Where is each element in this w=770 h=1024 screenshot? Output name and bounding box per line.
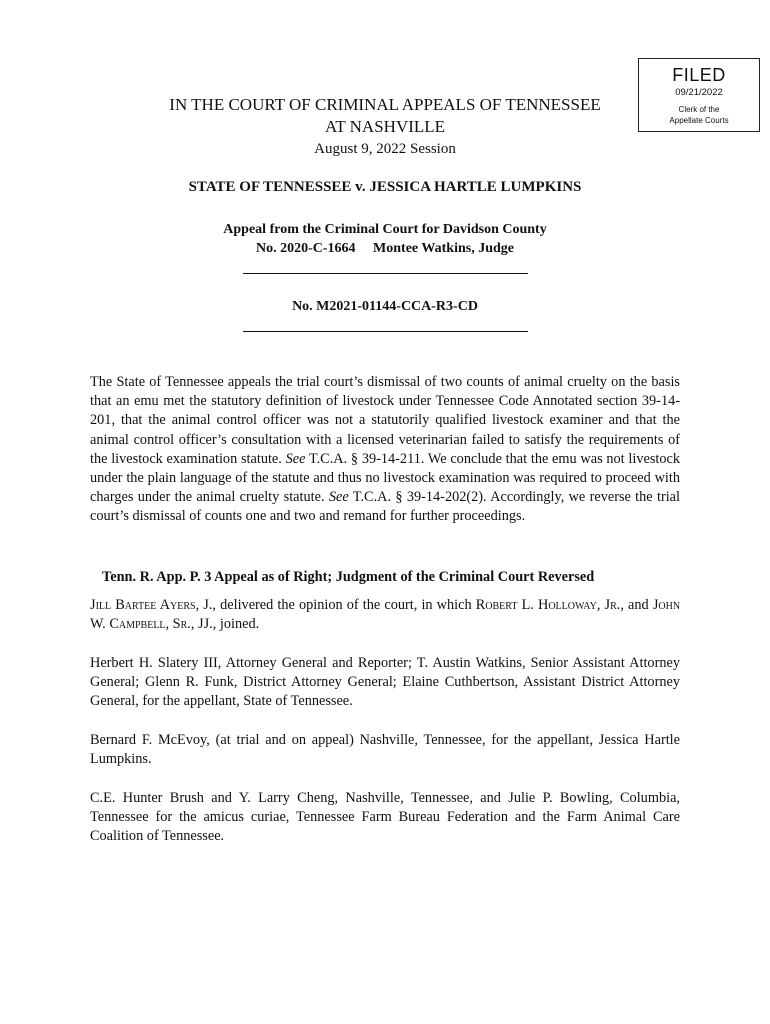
session-date: August 9, 2022 Session	[314, 141, 456, 157]
divider-bottom	[243, 331, 528, 332]
court-name: IN THE COURT OF CRIMINAL APPEALS OF TENNESSEE	[169, 95, 601, 114]
trial-number-judge: No. 2020-C-1664 Montee Watkins, Judge	[256, 241, 514, 256]
appeal-from: Appeal from the Criminal Court for Davidson County	[223, 222, 547, 237]
clerk-line-1: Clerk of the	[678, 105, 720, 114]
judge-campbell: John W. Campbell, Sr.	[90, 597, 681, 633]
court-location: AT NASHVILLE	[324, 117, 446, 136]
judge-holloway: Robert L. Holloway, Jr.	[475, 597, 621, 613]
counsel-state: Herbert H. Slatery III, Attorney General and Reporter; T. Austin Watkins, Senior Assistant Attorney General; Glenn R. Funk, District Attorney General; Elaine Cuthbertson, Assistant District Attorney General, for the appellant, State of Tennessee.	[90, 655, 680, 710]
holding-line: Tenn. R. App. P. 3 Appeal as of Right; Judgment of the Criminal Court Reversed	[102, 569, 595, 585]
summary-part-3: T.C.A. § 39-14-202(2). Accordingly, we reverse the trial court’s dismissal of counts one and two and remand for further proceedings.	[90, 489, 680, 525]
case-summary	[90, 373, 680, 527]
clerk-line-2: Appellate Courts	[669, 116, 729, 125]
counsel-amicus: C.E. Hunter Brush and Y. Larry Cheng, Nashville, Tennessee, and Julie P. Bowling, Columbia, Tennessee for the amicus curiae, Tennessee Farm Bureau Federation and the Farm Animal Care Coalition of Tennessee.	[90, 790, 680, 845]
summary-part-2: T.C.A. § 39-14-211. We conclude that the emu was not livestock under the plain language of the statute and thus no livestock examination was required to proceed with charges under the animal cruelty statute.	[90, 450, 680, 506]
opinion-authorship	[90, 596, 680, 634]
counsel-appellant: Bernard F. McEvoy, (at trial and on appeal) Nashville, Tennessee, for the appellant, Jessica Hartle Lumpkins.	[90, 732, 680, 768]
case-caption: STATE OF TENNESSEE v. JESSICA HARTLE LUMPKINS	[188, 179, 582, 195]
summary-part-1: The State of Tennessee appeals the trial court’s dismissal of two counts of animal cruelty on the basis that an emu met the statutory definition of livestock under Tennessee Code Annotated section 39-14-201, that the animal control officer was not a statutorily qualified livestock examiner and that the animal control officer’s consultation with a licensed veterinarian failed to satisfy the requirements of the livestock examination statute.	[90, 374, 680, 467]
filed-label: FILED	[672, 65, 726, 85]
filed-date: 09/21/2022	[675, 87, 723, 98]
author-name: Jill Bartee Ayers	[90, 597, 196, 613]
divider-top	[243, 273, 528, 274]
see-signal-2: See	[328, 489, 349, 506]
see-signal-1: See	[285, 450, 306, 467]
docket-number: No. M2021-01144-CCA-R3-CD	[292, 299, 478, 314]
opinion-text-2: , and	[620, 597, 649, 613]
opinion-text-1: , J., delivered the opinion of the court, in which	[195, 597, 472, 613]
opinion-text-3: , JJ., joined.	[190, 616, 260, 633]
